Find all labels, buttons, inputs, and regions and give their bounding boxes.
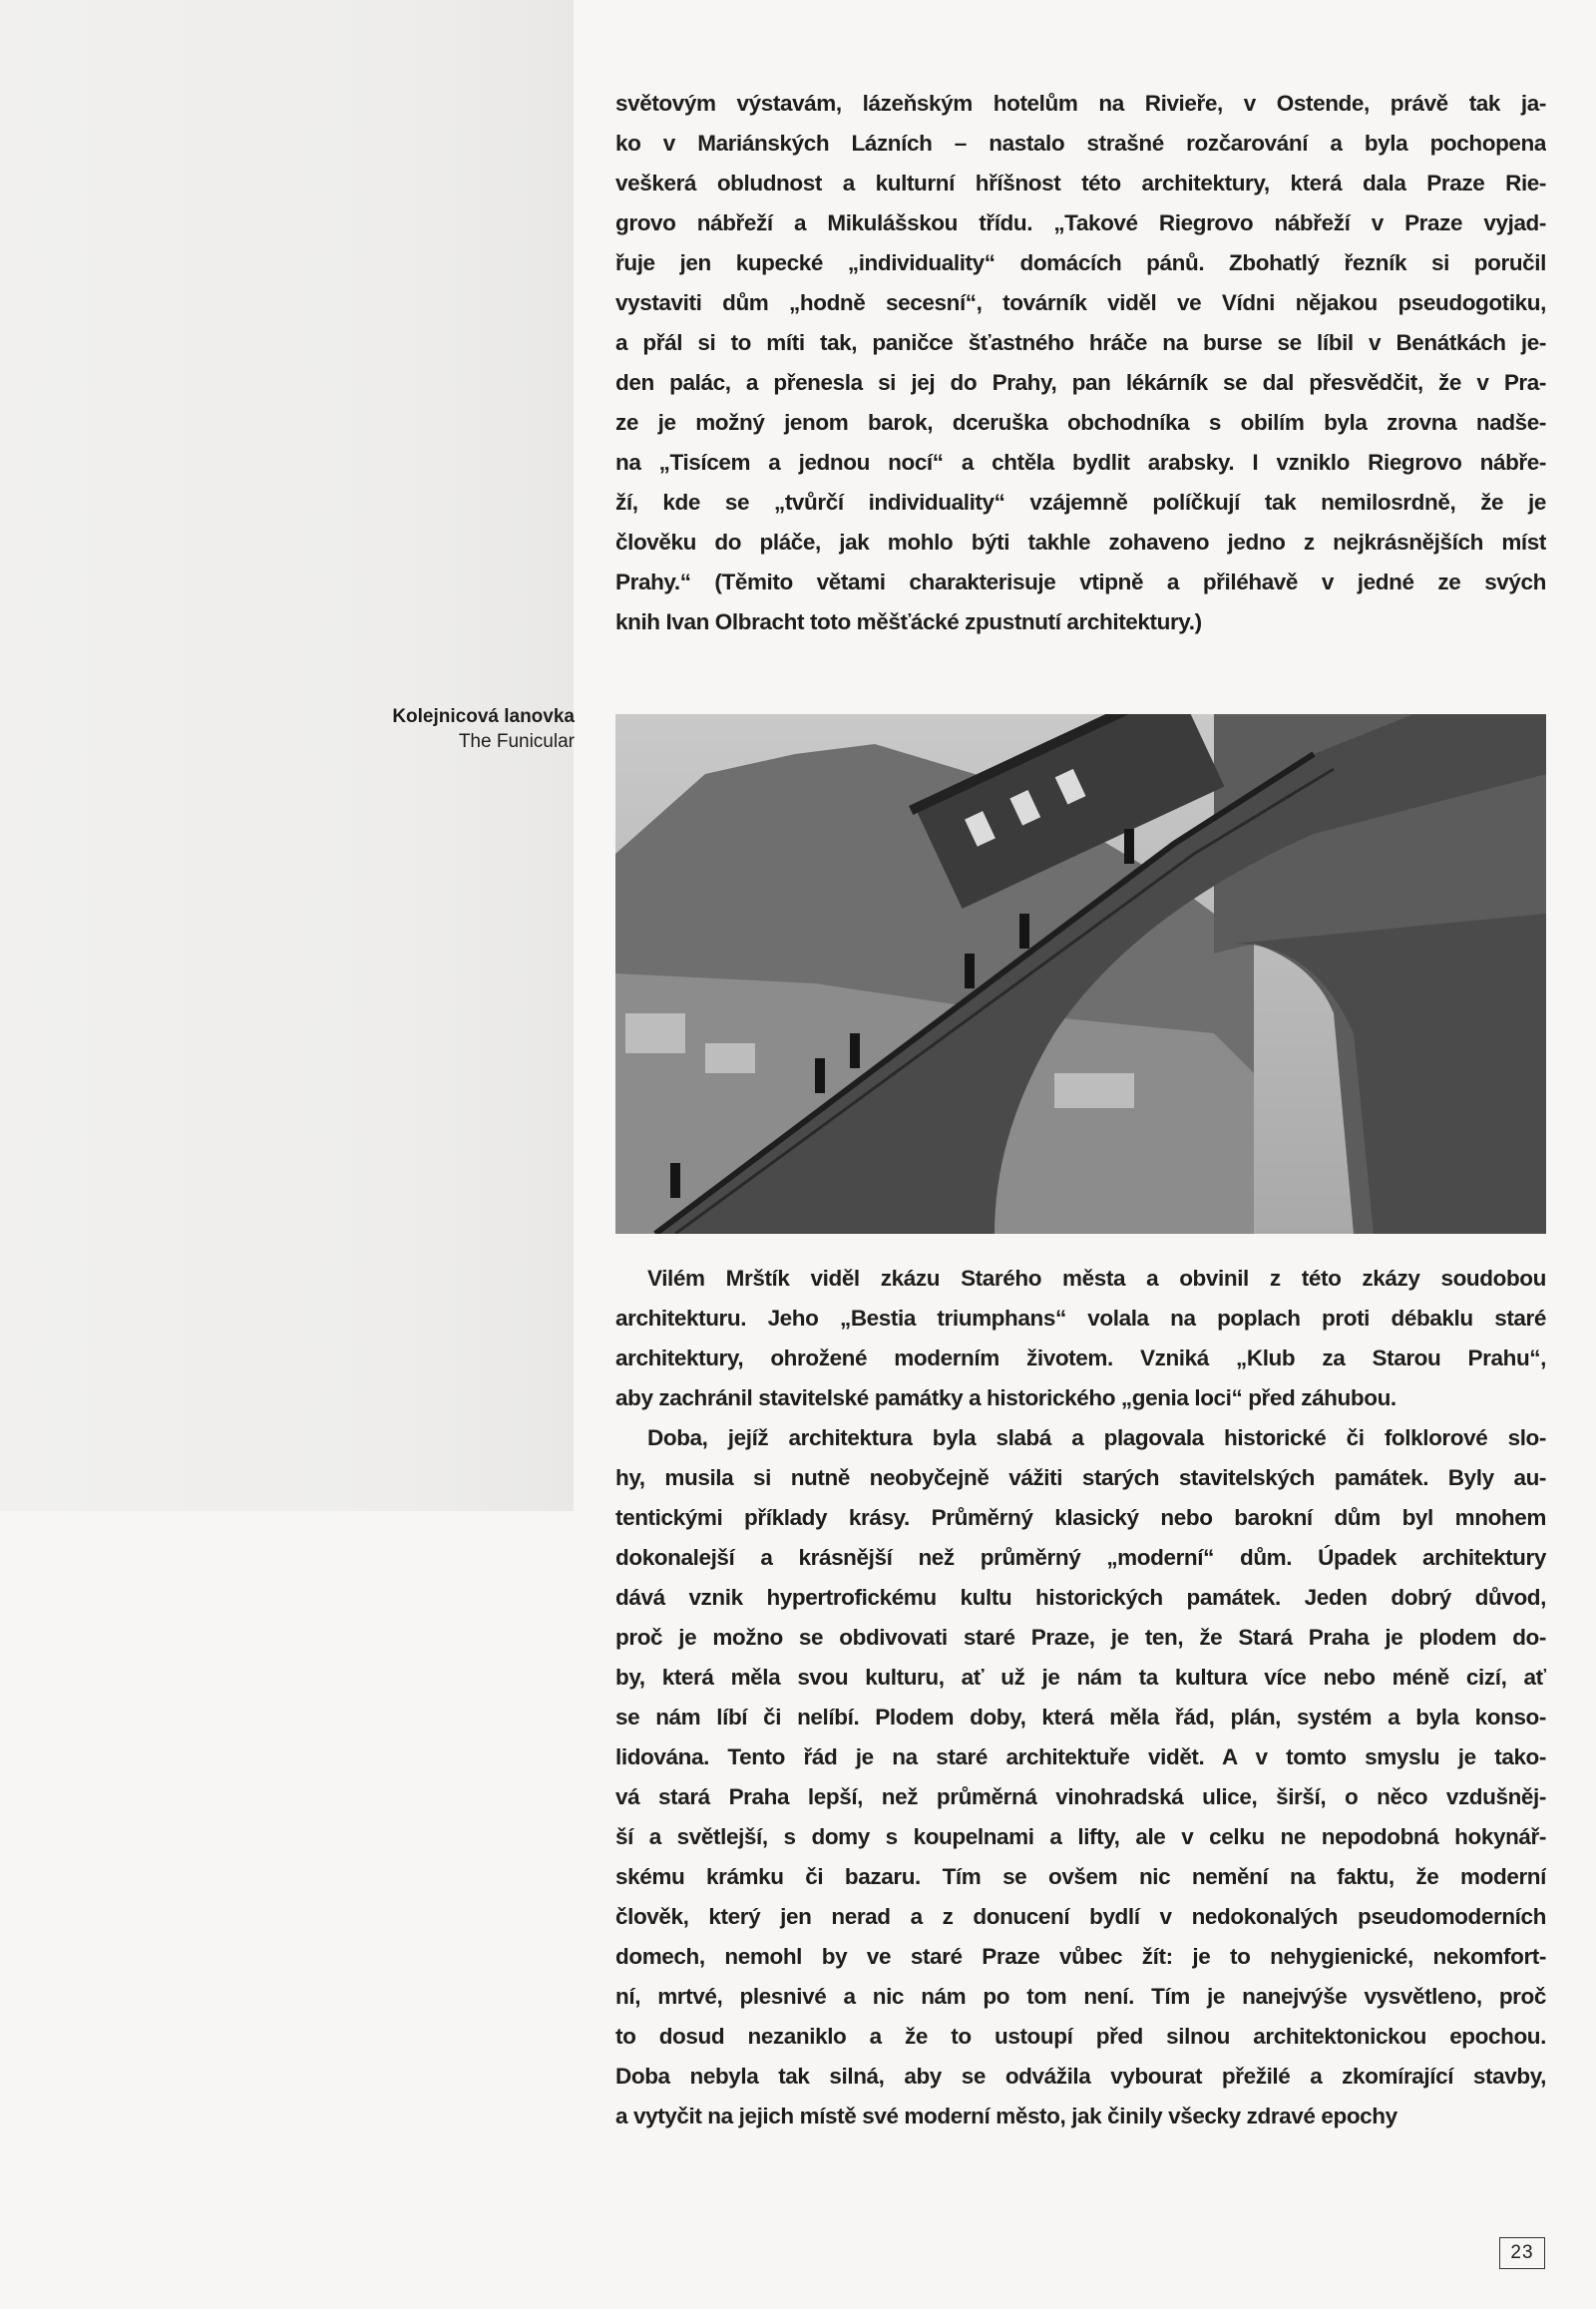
text-line: se nám líbí či nelíbí. Plodem doby, která měla řád, plán, systém a byla konso- [615,1705,1546,1730]
caption-czech: Kolejnicová lanovka [392,706,575,727]
text-line: ší a světlejší, s domy s koupelnami a lifty, ale v celku ne nepodobná hokynář- [615,1824,1546,1849]
text-line: dokonalejší a krásnější než průměrný „moderní“ dům. Úpadek architektury [615,1545,1546,1570]
text-line: architekturu. Jeho „Bestia triumphans“ volala na poplach proti débaklu staré [615,1306,1546,1331]
text-line: ží, kde se „tvůrčí individuality“ vzájemně políčkují tak nemilosrdně, že je [615,490,1546,515]
text-line: den palác, a přenesla si jej do Prahy, pan lékárník se dal přesvědčit, že v Pra- [615,370,1546,395]
text-line: ko v Mariánských Lázních – nastalo strašné rozčarování a byla pochopena [615,131,1546,156]
paragraph-1 [615,84,1546,642]
text-line: vystaviti dům „hodně secesní“, továrník viděl ve Vídni nějakou pseudogotiku, [615,290,1546,315]
text-line: vá stará Praha lepší, než průměrná vinohradská ulice, širší, o něco vzdušněj- [615,1784,1546,1809]
text-line: ní, mrtvé, plesnivé a nic nám po tom není. Tím je nanejvýše vysvětleno, proč [615,1984,1546,2009]
text-line: Doba nebyla tak silná, aby se odvážila vybourat přežilé a zkomírající stavby, [615,2064,1546,2089]
text-line: ze je možný jenom barok, dceruška obchodníka s obilím byla zrovna nadše- [615,410,1546,435]
text-line: by, která měla svou kulturu, ať už je nám ta kultura více nebo méně cizí, ať [615,1665,1546,1690]
photo-caption [392,704,575,754]
text-line: Doba, jejíž architektura byla slabá a plagovala historické či folklorové slo- [647,1425,1546,1450]
text-line: tentickými příklady krásy. Průměrný klasický nebo barokní dům byl mnohem [615,1505,1546,1530]
text-line: světovým výstavám, lázeňským hotelům na Rivieře, v Ostende, právě tak ja- [615,91,1546,116]
text-line: a přál si to míti tak, paničce šťastného hráče na burse se líbil v Benátkách je- [615,330,1546,355]
text-line: na „Tisícem a jednou nocí“ a chtěla bydlit arabsky. I vzniklo Riegrovo nábře- [615,450,1546,475]
text-line: člověku do pláče, jak mohlo býti takhle zohaveno jedno z nejkrásnějších míst [615,530,1546,555]
page-shadow [0,0,574,1511]
text-line: architektury, ohrožené moderním životem. Vzniká „Klub za Starou Prahu“, [615,1346,1546,1370]
caption-english: The Funicular [458,731,575,752]
text-line: a vytyčit na jejich místě své moderní město, jak činily všecky zdravé epochy [615,2104,1397,2128]
text-line: Vilém Mrštík viděl zkázu Starého města a obvinil z této zkázy soudobou [647,1266,1546,1291]
text-line: Prahy.“ (Těmito větami charakterisuje vtipně a přiléhavě v jedné ze svých [615,570,1546,594]
text-line: knih Ivan Olbracht toto měšťácké zpustnutí architektury.) [615,609,1202,634]
text-line: dává vznik hypertrofickému kultu historických památek. Jeden dobrý důvod, [615,1585,1546,1610]
text-line: aby zachránil stavitelské památky a historického „genia loci“ před záhubou. [615,1385,1396,1410]
funicular-photo [615,714,1546,1234]
text-line: člověk, který jen nerad a z donucení bydlí v nedokonalých pseudomoderních [615,1904,1546,1929]
text-line: domech, nemohl by ve staré Praze vůbec žít: je to nehygienické, nekomfort- [615,1944,1546,1969]
text-line: proč je možno se obdivovati staré Praze, je ten, že Stará Praha je plodem do- [615,1625,1546,1650]
text-line: veškerá obludnost a kulturní hříšnost této architektury, která dala Praze Rie- [615,171,1546,195]
text-line: lidována. Tento řád je na staré architektuře vidět. A v tomto smyslu je tako- [615,1744,1546,1769]
text-line: to dosud nezaniklo a že to ustoupí před silnou architektonickou epochou. [615,2024,1546,2049]
page-number: 23 [1499,2237,1545,2269]
text-line: skému krámku či bazaru. Tím se ovšem nic nemění na faktu, že moderní [615,1864,1546,1889]
paragraph-2-3 [615,1259,1546,2136]
text-line: řuje jen kupecké „individuality“ domácích pánů. Zbohatlý řezník si poručil [615,250,1546,275]
text-line: grovo nábřeží a Mikulášskou třídu. „Takové Riegrovo nábřeží v Praze vyjad- [615,210,1546,235]
text-line: hy, musila si nutně neobyčejně vážiti starých stavitelských památek. Byly au- [615,1465,1546,1490]
